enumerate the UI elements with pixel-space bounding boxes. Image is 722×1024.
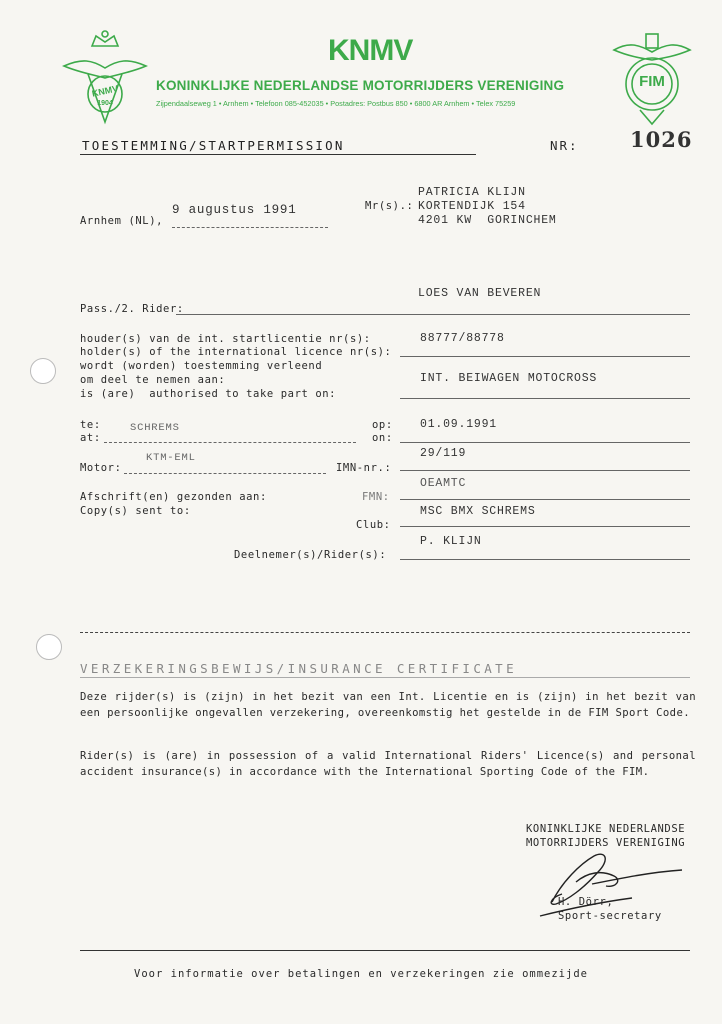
insurance-paragraph-en: Rider(s) is (are) in possession of a valid International Riders' Licence(s) and personal accident insurance(s) in accordance with the International Sporting Code of the FIM. — [80, 750, 696, 778]
imn-value: 29/119 — [420, 447, 467, 460]
club-label: Club: — [356, 519, 391, 531]
licence-value: 88777/88778 — [420, 332, 505, 345]
recipient-city: 4201 KW GORINCHEM — [418, 214, 557, 227]
punch-hole-bottom — [36, 634, 62, 660]
permission-nl-1: wordt (worden) toestemming verleend — [80, 360, 323, 372]
licence-label-en: holder(s) of the international licence nr(s): — [80, 346, 392, 358]
club-value: MSC BMX SCHREMS — [420, 505, 536, 518]
fmn-value: OEAMTC — [420, 477, 467, 490]
recipient-name: PATRICIA KLIJN — [418, 186, 526, 199]
nr-label: NR: — [550, 138, 579, 153]
motor-label: Motor: — [80, 462, 122, 474]
mrs-label: Mr(s).: — [365, 200, 414, 212]
org-address: Zijpendaalseweg 1 • Arnhem • Telefoon 085-452035 • Postadres: Postbus 850 • 6800 AR Arnhem • Telex 75259 — [156, 99, 516, 108]
copy-label-en: Copy(s) sent to: — [80, 505, 191, 517]
org-full-name: KONINKLIJKE NEDERLANDSE MOTORRIJDERS VERENIGING — [156, 78, 565, 93]
emblem-year: 1904 — [97, 100, 113, 107]
signature-org-line-1: KONINKLIJKE NEDERLANDSE — [526, 823, 686, 835]
insurance-title: VERZEKERINGSBEWIJS/INSURANCE CERTIFICATE — [80, 661, 518, 676]
te-label: te: — [80, 419, 101, 431]
op-label: op: — [372, 419, 393, 431]
fmn-label: FMN: — [362, 491, 390, 503]
copy-label-nl: Afschrift(en) gezonden aan: — [80, 491, 267, 503]
insurance-paragraph-nl: Deze rijder(s) is (zijn) in het bezit van een Int. Licentie en is (zijn) in het bezit van een persoonlijke ongevallen verzekering, overeenkomstig het gestelde in de FIM Sport Code. — [80, 691, 696, 719]
section-divider — [80, 632, 690, 633]
pass-rider-value: LOES VAN BEVEREN — [418, 287, 542, 300]
on-label: on: — [372, 432, 393, 444]
org-short-name: KNMV — [328, 34, 413, 67]
footer-divider — [80, 950, 690, 951]
permission-en: is (are) authorised to take part on: — [80, 388, 337, 400]
knmv-emblem — [62, 28, 148, 128]
licence-label-nl: houder(s) van de int. startlicentie nr(s): — [80, 333, 371, 345]
title-underline — [80, 154, 476, 155]
fim-label: FIM — [639, 73, 665, 90]
date-value: 9 augustus 1991 — [172, 203, 297, 217]
motor-value: KTM-EML — [146, 452, 196, 464]
pass-rider-label: Pass./2. Rider: — [80, 303, 184, 315]
emblem-label: KNMV — [90, 83, 120, 99]
event-value: INT. BEIWAGEN MOTOCROSS — [420, 372, 598, 385]
nr-value: 1026 — [630, 127, 693, 152]
event-date-value: 01.09.1991 — [420, 418, 498, 431]
signature-name: H. Dörr, — [558, 896, 614, 908]
punch-hole-top — [30, 358, 56, 384]
location-value: SCHREMS — [130, 422, 180, 434]
at-label: at: — [80, 432, 101, 444]
imn-label: IMN-nr.: — [336, 462, 392, 474]
place-label: Arnhem (NL), — [80, 215, 164, 227]
signature-role: Sport-secretary — [558, 910, 662, 922]
recipient-street: KORTENDIJK 154 — [418, 200, 526, 213]
fim-emblem — [612, 30, 692, 126]
rider-label: Deelnemer(s)/Rider(s): — [234, 549, 387, 561]
rider-value: P. KLIJN — [420, 535, 482, 548]
permission-nl-2: om deel te nemen aan: — [80, 374, 226, 386]
signature-org-line-2: MOTORRIJDERS VERENIGING — [526, 837, 686, 849]
footer-note: Voor informatie over betalingen en verzekeringen zie ommezijde — [134, 968, 588, 980]
form-title: TOESTEMMING/STARTPERMISSION — [82, 138, 345, 153]
